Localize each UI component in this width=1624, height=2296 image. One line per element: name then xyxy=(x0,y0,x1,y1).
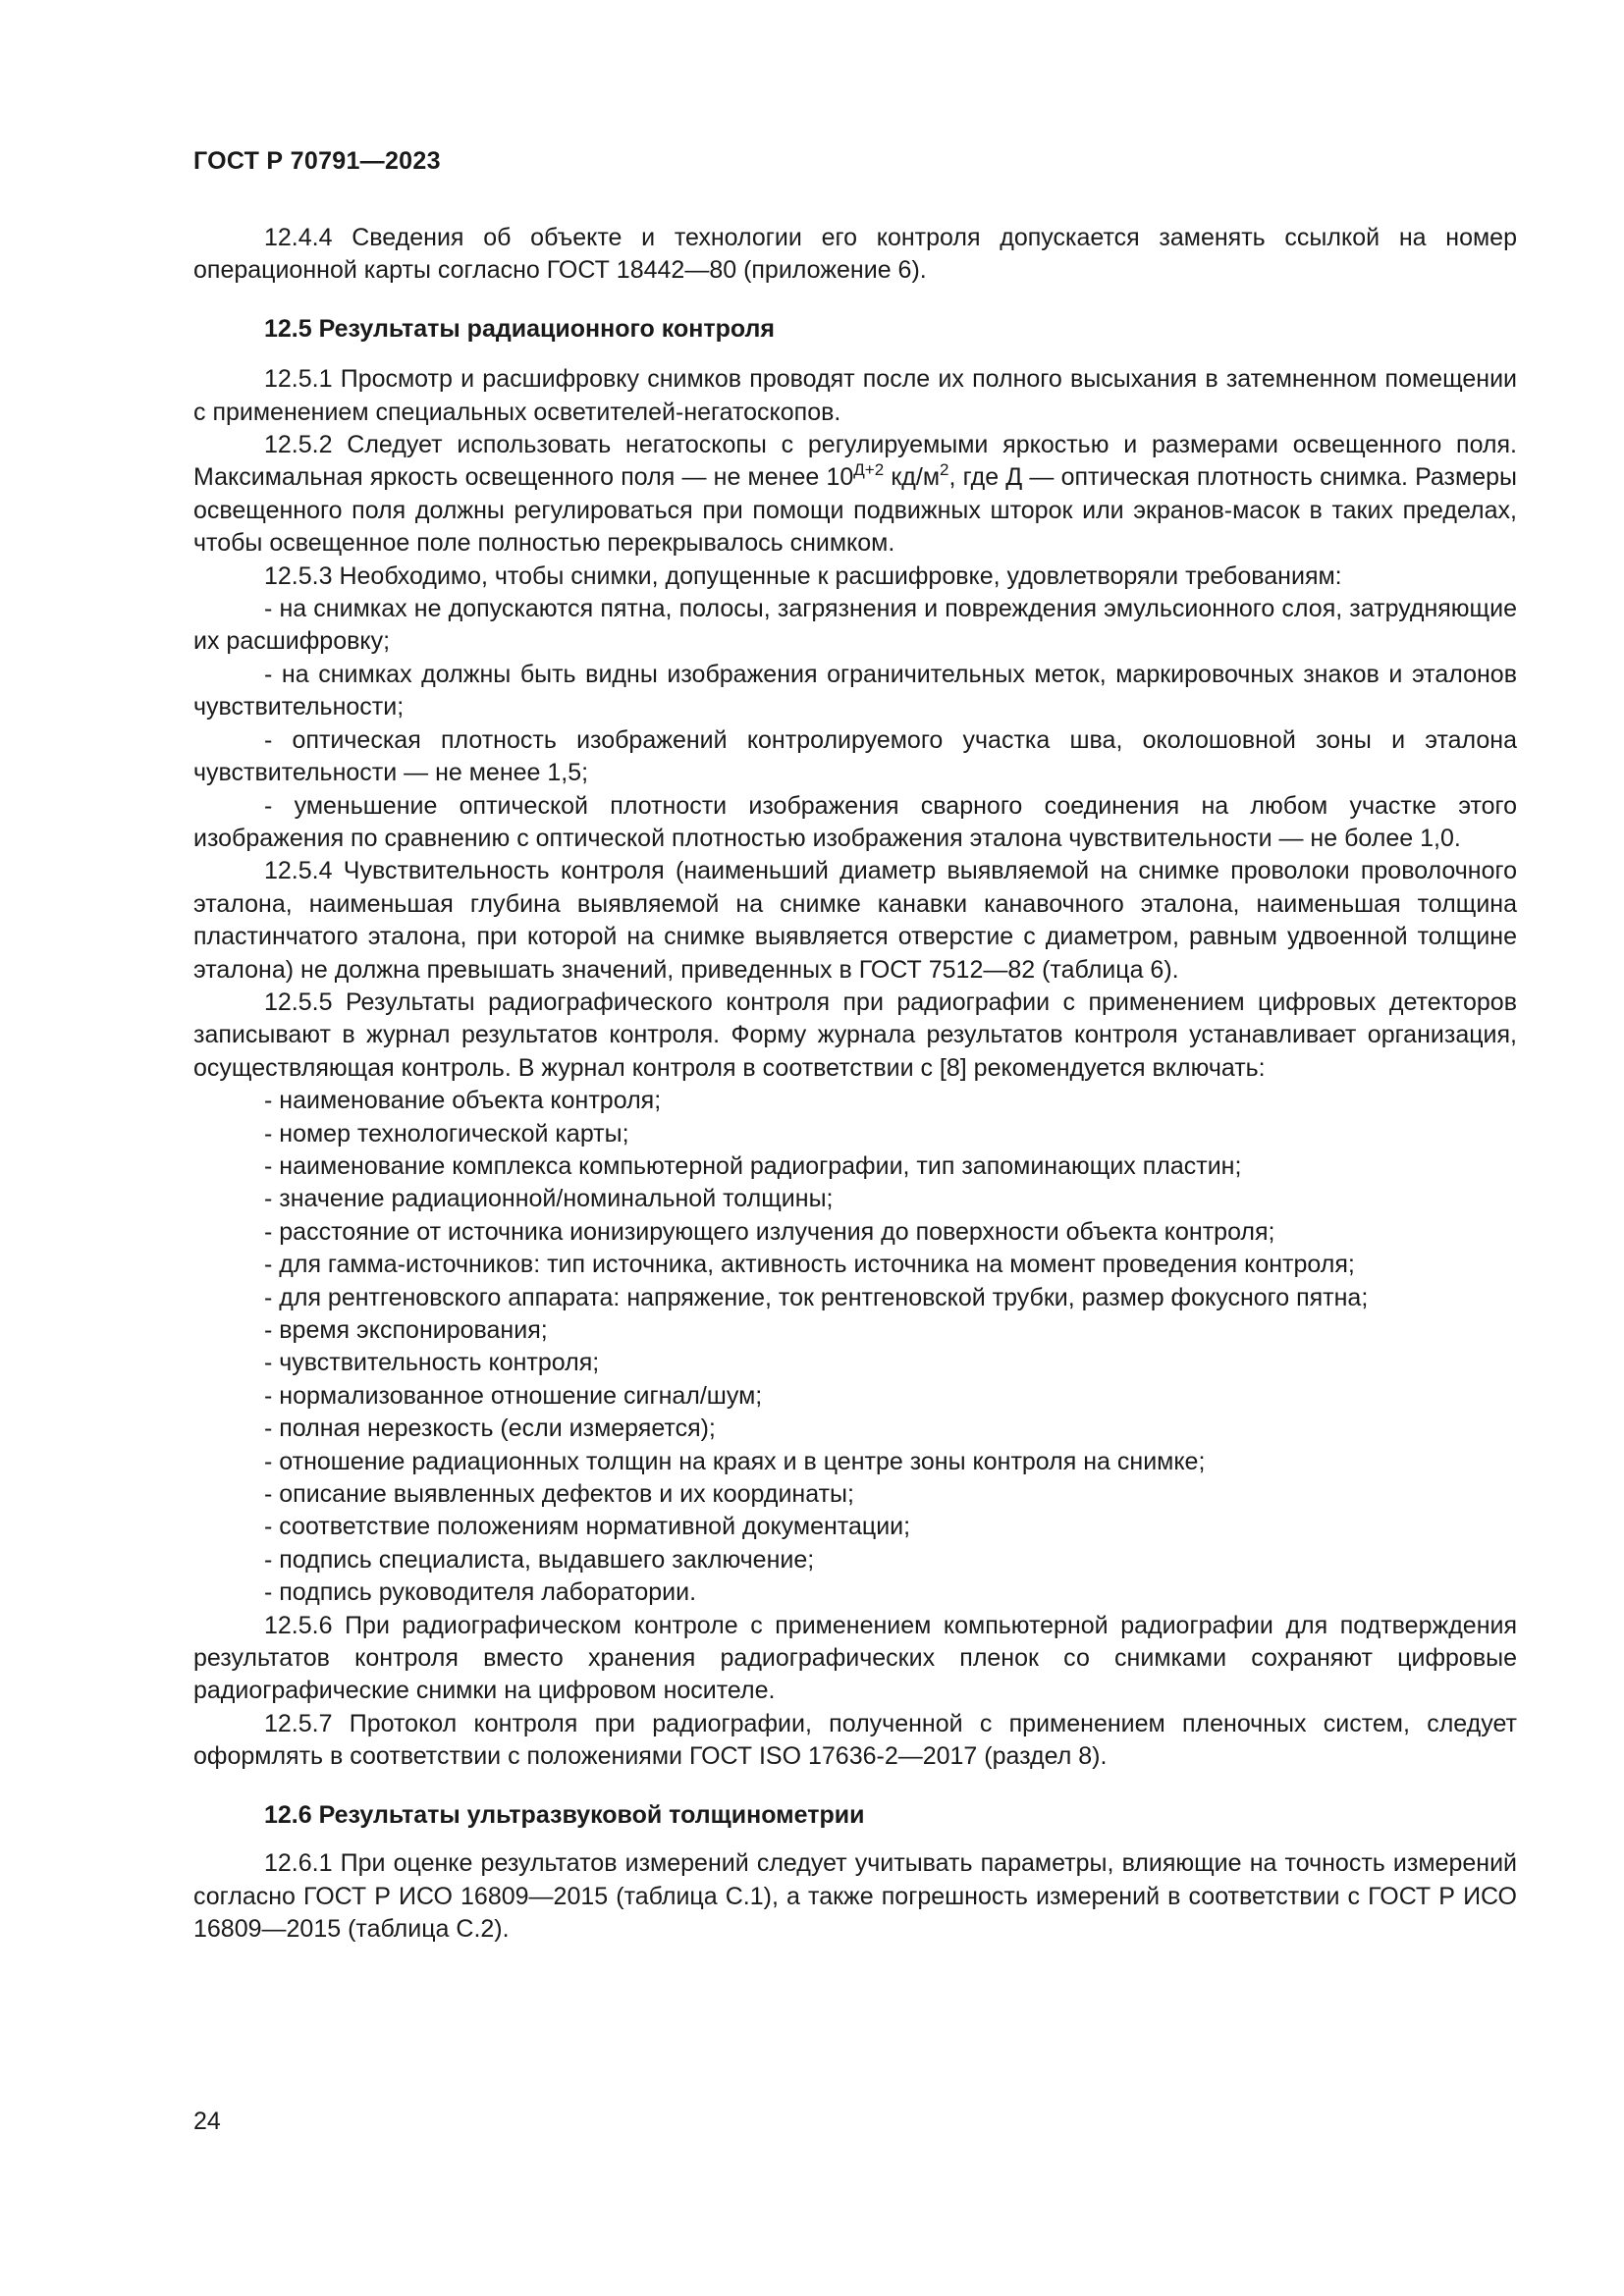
superscript-density: Д+2 xyxy=(853,460,885,480)
journal-item: - подпись руководителя лаборатории. xyxy=(264,1578,697,1607)
document-body xyxy=(193,222,1517,1946)
paragraph-12-5-4: 12.5.4 Чувствительность контроля (наименьший диаметр выявляемой на снимке проволоки проволочного эталона, наименьшая глубина выявляемой на снимке канавки канавочного эталона, наименьшая толщина пластинчатого эталона, при которой на снимке выявляется отверстие с диаметром, равным удвоенной толщине эталона) не должна превышать значений, приведенных в ГОСТ 7512—82 (таблица 6). xyxy=(193,857,1517,984)
journal-item: - полная нерезкость (если измеряется); xyxy=(264,1415,716,1443)
journal-item: - соответствие положениям нормативной документации; xyxy=(264,1513,911,1541)
paragraph-12-6-1: 12.6.1 При оценке результатов измерений следует учитывать параметры, влияющие на точность измерений согласно ГОСТ Р ИСО 16809—2015 (таблица С.1), а также погрешность измерений в соответствии с ГОСТ Р ИСО 16809—2015 (таблица С.2). xyxy=(193,1849,1517,1943)
paragraph-12-5-2-part2: кд/м xyxy=(884,463,941,492)
journal-item: - подпись специалиста, выдавшего заключение; xyxy=(264,1545,815,1574)
requirement-item: - на снимках не допускаются пятна, полосы, загрязнения и повреждения эмульсионного слоя, затрудняющие их расшифровку; xyxy=(193,595,1517,656)
document-header: ГОСТ Р 70791—2023 xyxy=(193,147,441,175)
journal-item: - нормализованное отношение сигнал/шум; xyxy=(264,1381,763,1410)
requirement-item: - уменьшение оптической плотности изображения сварного соединения на любом участке этого изображения по сравнению с оптической плотностью изображения эталона чувствительности — не более 1,0. xyxy=(193,791,1517,852)
section-heading-12-5: 12.5 Результаты радиационного контроля xyxy=(264,314,775,343)
journal-item: - для рентгеновского аппарата: напряжение, ток рентгеновской трубки, размер фокусного пятна; xyxy=(264,1283,1369,1311)
paragraph-12-4-4: 12.4.4 Сведения об объекте и технологии его контроля допускается заменять ссылкой на номер операционной карты согласно ГОСТ 18442—80 (приложение 6). xyxy=(193,224,1517,285)
journal-item: - чувствительность контроля; xyxy=(264,1349,600,1377)
paragraph-12-5-7: 12.5.7 Протокол контроля при радиографии, полученной с применением пленочных систем, следует оформлять в соответствии с положениями ГОСТ ISO 17636-2—2017 (раздел 8). xyxy=(193,1709,1517,1771)
superscript-square: 2 xyxy=(940,460,949,480)
journal-item: - для гамма-источников: тип источника, активность источника на момент проведения контроля; xyxy=(264,1251,1355,1279)
section-heading-12-6: 12.6 Результаты ультразвуковой толщинометрии xyxy=(264,1800,865,1829)
paragraph-12-5-2 xyxy=(193,429,1517,561)
journal-item: - расстояние от источника ионизирующего излучения до поверхности объекта контроля; xyxy=(264,1217,1275,1246)
journal-item: - наименование комплекса компьютерной радиографии, тип запоминающих пластин; xyxy=(264,1151,1242,1180)
page-number: 24 xyxy=(193,2108,221,2135)
journal-item: - наименование объекта контроля; xyxy=(264,1087,662,1115)
journal-item: - время экспонирования; xyxy=(264,1316,548,1344)
journal-item: - отношение радиационных толщин на краях и в центре зоны контроля на снимке; xyxy=(264,1447,1206,1475)
paragraph-12-5-5: 12.5.5 Результаты радиографического контроля при радиографии с применением цифровых детекторов записывают в журнал результатов контроля. Форму журнала результатов контроля устанавливает организация, осуществляющая контроль. В журнал контроля в соответствии с [8] рекомендуется включать: xyxy=(193,988,1517,1082)
paragraph-12-5-2-part1: 12.5.2 Следует использовать негатоскопы с регулируемыми яркостью и размерами освещенного поля. Максимальная яркость освещенного поля — не менее 10 xyxy=(193,431,1517,492)
requirement-item: - на снимках должны быть видны изображения ограничительных меток, маркировочных знаков и эталонов чувствительности; xyxy=(193,660,1517,721)
journal-item: - описание выявленных дефектов и их координаты; xyxy=(264,1480,854,1509)
journal-item: - номер технологической карты; xyxy=(264,1119,629,1148)
paragraph-12-5-6: 12.5.6 При радиографическом контроле с применением компьютерной радиографии для подтверждения результатов контроля вместо хранения радиографических пленок со снимками сохраняют цифровые радиографические снимки на цифровом носителе. xyxy=(193,1611,1517,1705)
paragraph-12-5-3: 12.5.3 Необходимо, чтобы снимки, допущенные к расшифровке, удовлетворяли требованиям: xyxy=(264,561,1342,590)
paragraph-12-5-2-part3: , где Д — оптическая плотность снимка. Размеры освещенного поля должны регулироваться при помощи подвижных шторок или экранов-масок в таких пределах, чтобы освещенное поле полностью перекрывалось снимком. xyxy=(193,463,1517,558)
paragraph-12-5-1: 12.5.1 Просмотр и расшифровку снимков проводят после их полного высыхания в затемненном помещении с применением специальных осветителей-негатоскопов. xyxy=(193,365,1517,426)
requirement-item: - оптическая плотность изображений контролируемого участка шва, околошовной зоны и эталона чувствительности — не менее 1,5; xyxy=(193,725,1517,787)
journal-item: - значение радиационной/номинальной толщины; xyxy=(264,1185,834,1213)
